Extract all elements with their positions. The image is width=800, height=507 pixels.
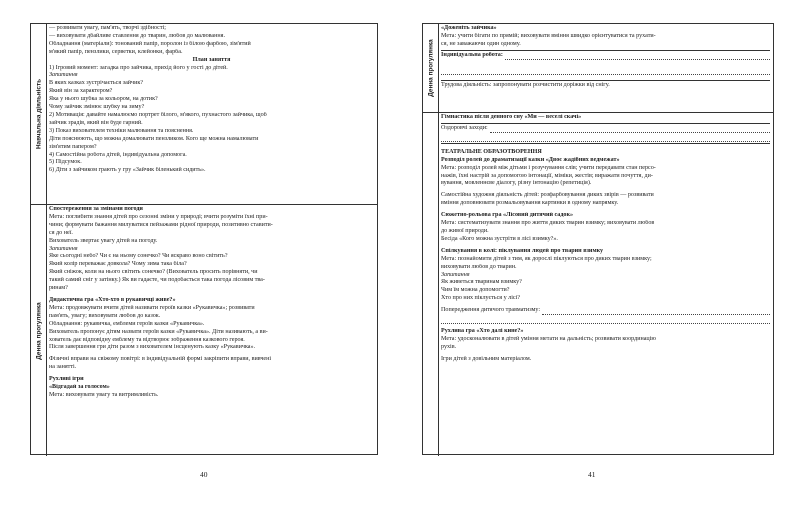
activity-title: Рухлива гра «Хто далі кине?» xyxy=(441,328,524,335)
activity-title: Спілкування в колі: піклування людей про тварин взимку xyxy=(441,247,604,254)
section-label-cell: Навчальна діяльність xyxy=(31,24,47,204)
section-evening xyxy=(423,112,773,456)
section-content: «Доженіть зайчика» Мета: учити бігати по прямій; виховувати вміння швидко орієнтуватися та рухати- ся, не заважаючи один одному. Індивідуальна робота: Трудова діяльність: запропонувати розчистити доріжки від снігу. xyxy=(441,25,770,111)
section-content: — розвивати увагу, пам'ять, творчі здібності; — виховувати дбайливе ставлення до тварин, любов до малювання. Обладнання (матеріали): тонований папір, поролон із білою фарбою, зім'ятий м'який папір, пензлики, серветки, клейонки, фарба. План заняття 1) Ігровий момент: загадка про зайчика, прихід його у гості до дітей. Запитання В яких казках зустрічається зайчик? Який він за характером? Яка у нього шубка за кольором, на дотик? Чому зайчик змінює шубку на зиму? 2) Мотивація: давайте намалюємо портрет білого, м'якого, пухнастого зайчика, щоб зайчик зрадів, який він буде гарний. 3) Показ вихователем техніки малювання та пояснення. Діти пояснюють, що можна домалювати пензликом. Кого ще можна намалювати зім'ятим папером? 4) Самостійна робота дітей, індивідуальна допомога. 5) Підсумок. 6) Діти з зайчиком грають у гру «Зайчик біленький сидить». xyxy=(49,25,374,203)
section-label-cell: Денна прогулянка xyxy=(31,205,47,456)
left-plan-table xyxy=(30,23,378,455)
section-walk xyxy=(31,204,377,456)
section-content: Спостереження за змінами погоди Мета: поглибити знання дітей про сезонні зміни у природі; вчити розуміти їхні при- чини; формувати бажання милуватися пейзажами рідної природи, позитивно ставити- ся до неї. Вихователь звертає увагу дітей на погоду. Запитання Яке сьогодні небо? Чи є на ньому сонечко? Чи яскраво воно світить? Який колір переважає довкола? Чому зима така біла? Який сніжок, коли на нього світить сонечко? (Вихователь просить порівняти, чи такий самий сніг у затінку.) Як ви гадаєте, чи подобається така погода лісовим тва- ринам? Дидактична гра «Хто-хто в рукавичці живе?» Мета: продовжувати вчити дітей називати героїв казки «Рукавичка»; розвивати пам'ять, увагу; виховувати любов до казок. Обладнання: рукавичка, емблеми героїв казки «Рукавичка». Вихователь пропонує дітям назвати героїв казки «Рукавичка». Діти називають, а ви- хователь дає відповідну емблему та відтворює зображення казкового героя. Після завершення гри діти разом з вихователем інсценують казку «Рукавичка». Фізичні вправи на свіжому повітрі: в індивідуальній формі закріпити вправи, вивчені на занятті. Рухливі ігри «Відгадай за голосом» Мета: виховувати увагу та витримливість. xyxy=(49,206,374,455)
section-learning xyxy=(31,24,377,204)
activity-title: Сюжетно-рольова гра «Лісовий дитячий садок» xyxy=(441,212,574,219)
page-number: 41 xyxy=(588,470,596,479)
section-content: Гімнастика після денного сну «Ми — веселі скачі» Оздоровчі заходи: ТЕАТРАЛЬНЕ ОБРАЗОТВОРЕННЯ Розподіл ролей до драматизації казки «Двоє жадібних ведмежат» Мета: розподіл ролей між дітьми і розучування слів; учити передавати стан персо- нажів, їхні настрій за допомогою інтонації, міміки, жестів; виражати почуття, ди- вування, мовленнєве діалогу, різну інтонацію (репетиція). Самостійна художня діяльність дітей: розфарбовування диких звірів — розвивати вміння доповнювати розмальовування картинки в одному напрямку. Сюжетно-рольова гра «Лісовий дитячий садок» Мета: систематизувати знання про життя диких тварин взимку; виховувати любов до живої природи. Бесіда «Кого можна зустріти в лісі взимку?». Спілкування в колі: піклування людей про тварин взимку Мета: познайомити дітей з тим, як дорослі піклуються про диких тварин взимку; виховувати любов до тварин. Запитання Як живеться тваринам взимку? Чим їм можна допомогти? Хто про них піклується у лісі? Попередження дитячого травматизму: Рухлива гра «Хто далі кине?» Мета: удосконалювати в дітей уміння метати на дальність; розвивати координацію рухів. Ігри дітей з довільним матеріалом. xyxy=(441,114,770,455)
section-walk-continued xyxy=(423,24,773,112)
section-label-cell xyxy=(423,113,439,456)
activity-title: Рухливі ігри xyxy=(49,376,84,383)
activity-title: Дидактична гра «Хто-хто в рукавичці живе?» xyxy=(49,296,176,303)
right-plan-table xyxy=(422,23,774,455)
lesson-plan-heading: План заняття xyxy=(192,56,231,63)
activity-title: Спостереження за змінами погоди xyxy=(49,206,143,212)
page-number: 40 xyxy=(200,470,208,479)
activity-title: «Доженіть зайчика» xyxy=(441,25,497,31)
section-label-cell: Денна прогулянка xyxy=(423,24,439,112)
right-page xyxy=(400,0,800,507)
section-heading: ТЕАТРАЛЬНЕ ОБРАЗОТВОРЕННЯ xyxy=(441,148,542,155)
